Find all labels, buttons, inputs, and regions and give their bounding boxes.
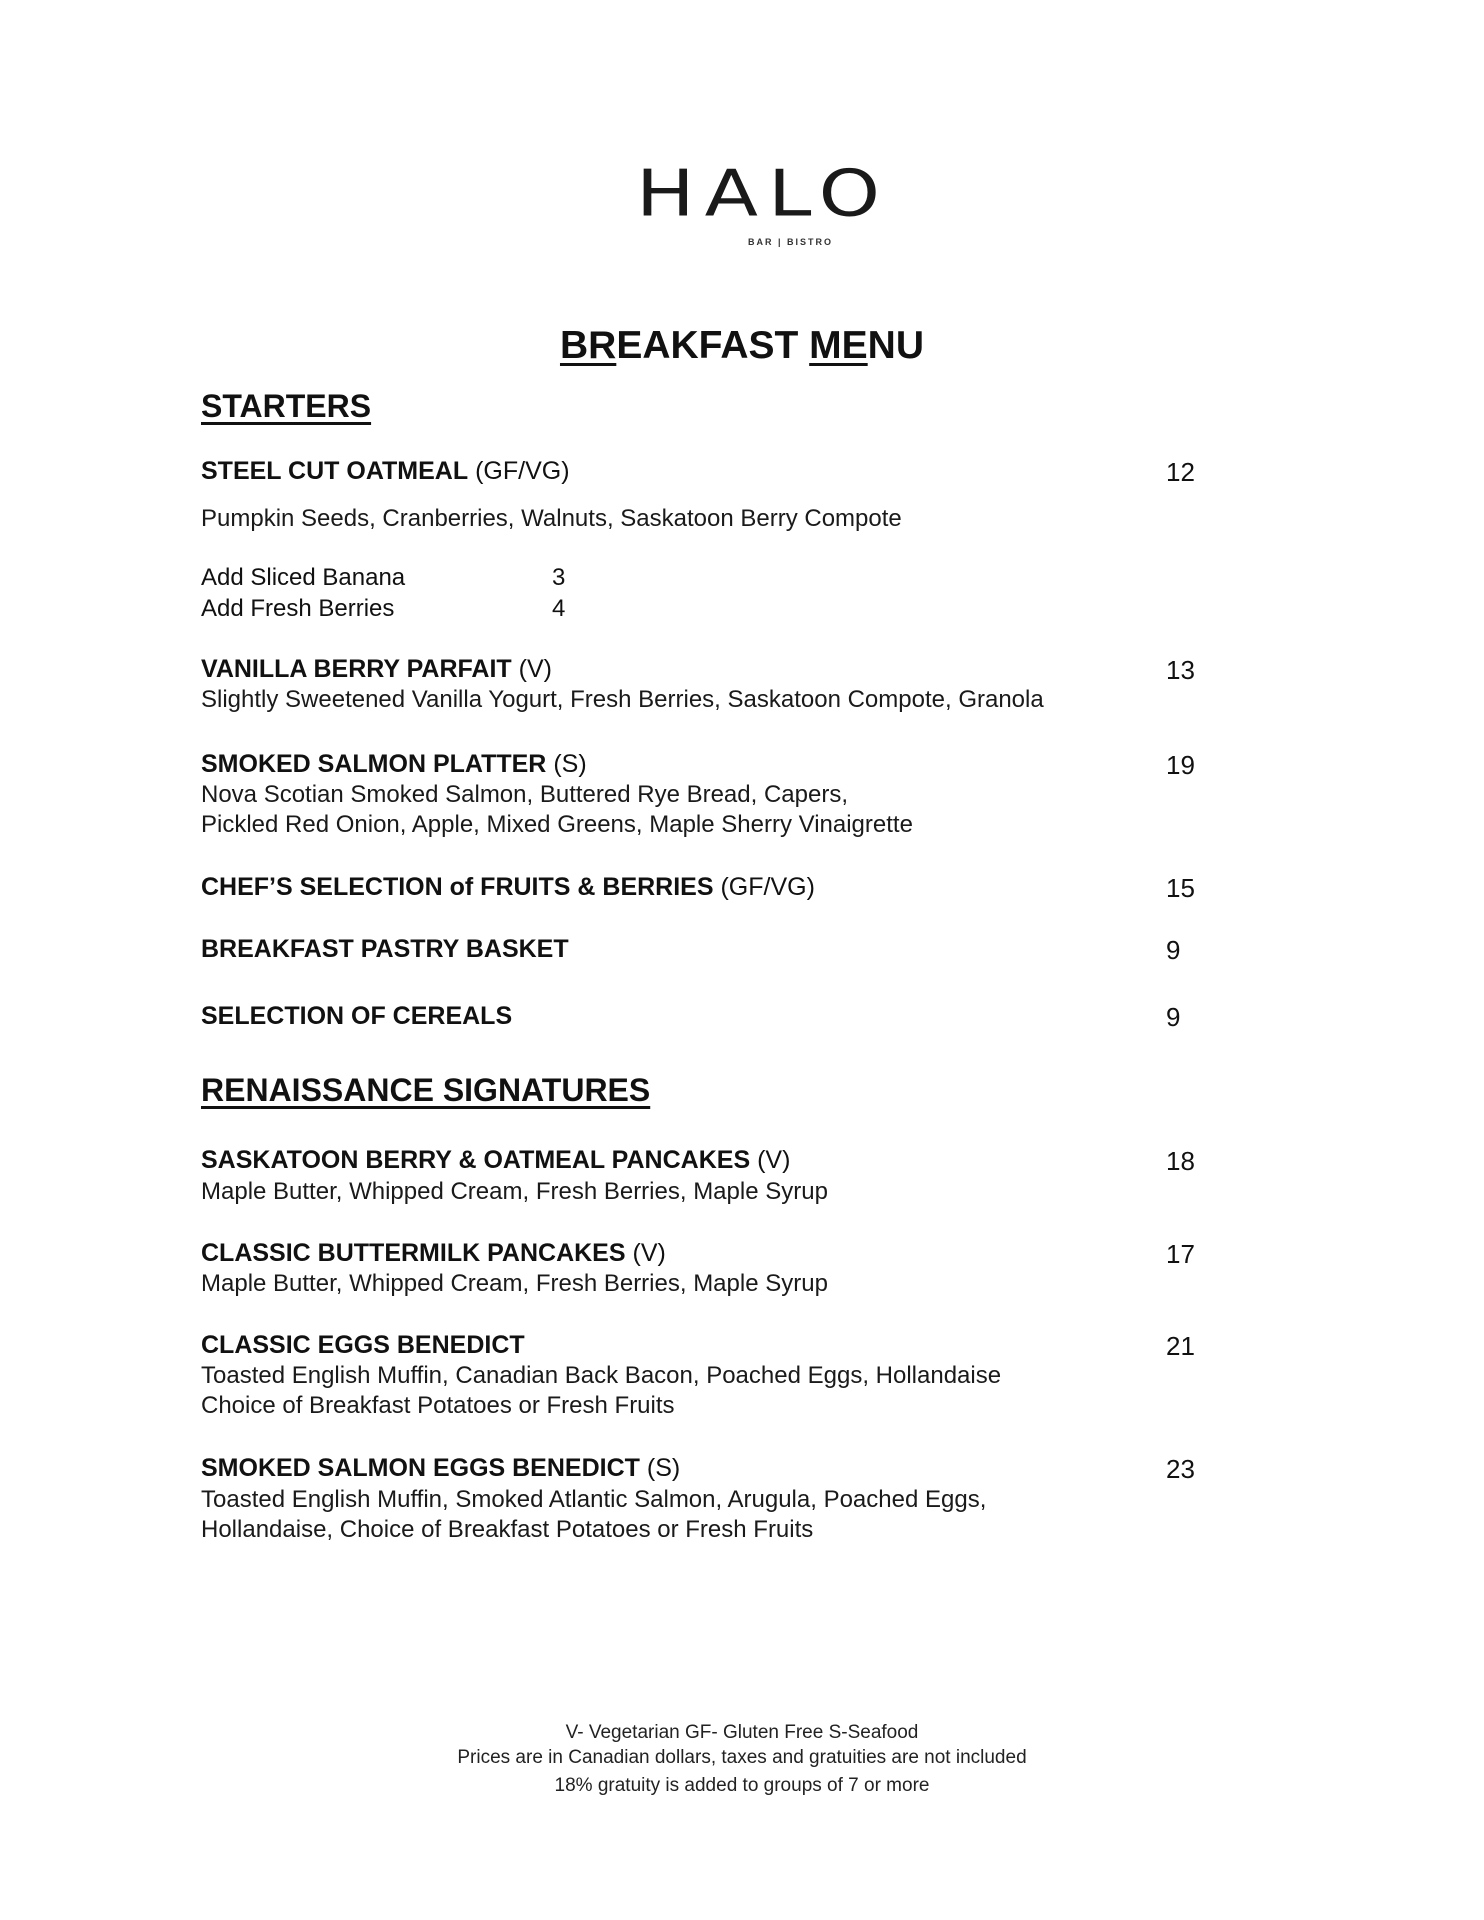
menu-item-price: 15 xyxy=(1166,873,1195,903)
menu-item-price: 21 xyxy=(1166,1331,1195,1361)
menu-item-name: SMOKED SALMON EGGS BENEDICT (S) xyxy=(201,1454,681,1482)
menu-item-price: 17 xyxy=(1166,1239,1195,1269)
footer-gratuity-note: 18% gratuity is added to groups of 7 or more xyxy=(554,1775,930,1796)
menu-item-name: SASKATOON BERRY & OATMEAL PANCAKES (V) xyxy=(201,1146,791,1174)
menu-item-name: STEEL CUT OATMEAL (GF/VG) xyxy=(201,457,570,485)
title-part: NU xyxy=(867,324,925,367)
menu-item-description: Slightly Sweetened Vanilla Yogurt, Fresh Berries, Saskatoon Compote, Granola xyxy=(201,686,1044,713)
menu-item-description: Toasted English Muffin, Smoked Atlantic Salmon, Arugula, Poached Eggs, xyxy=(201,1486,987,1513)
title-part: ME xyxy=(809,324,868,367)
brand-logo: HALO xyxy=(636,157,891,231)
menu-item-price: 19 xyxy=(1166,750,1195,780)
title-part: EAKFAST xyxy=(616,324,810,367)
menu-item-description: Pickled Red Onion, Apple, Mixed Greens, Maple Sherry Vinaigrette xyxy=(201,811,913,838)
menu-item-description: Hollandaise, Choice of Breakfast Potatoes or Fresh Fruits xyxy=(201,1516,814,1543)
menu-item-description: Maple Butter, Whipped Cream, Fresh Berries, Maple Syrup xyxy=(201,1270,828,1297)
page-title xyxy=(0,326,1484,365)
menu-item-name: CLASSIC BUTTERMILK PANCAKES (V) xyxy=(201,1239,666,1267)
menu-item-price: 9 xyxy=(1166,1002,1181,1032)
menu-item-name: BREAKFAST PASTRY BASKET xyxy=(201,935,569,963)
menu-item-name: VANILLA BERRY PARFAIT (V) xyxy=(201,655,552,683)
menu-item-name: SMOKED SALMON PLATTER (S) xyxy=(201,750,587,778)
section-heading-starters: STARTERS xyxy=(201,388,372,424)
menu-item-price: 9 xyxy=(1166,935,1181,965)
brand-tagline: BAR | BISTRO xyxy=(748,237,834,247)
addon-price: 4 xyxy=(552,595,566,622)
menu-item-name: CLASSIC EGGS BENEDICT xyxy=(201,1331,525,1359)
footer-prices-note: Prices are in Canadian dollars, taxes and gratuities are not included xyxy=(457,1747,1027,1768)
menu-item-description: Toasted English Muffin, Canadian Back Bacon, Poached Eggs, Hollandaise xyxy=(201,1362,1002,1389)
addon-price: 3 xyxy=(552,564,566,591)
menu-item-description: Pumpkin Seeds, Cranberries, Walnuts, Saskatoon Berry Compote xyxy=(201,505,902,532)
menu-item-price: 23 xyxy=(1166,1454,1195,1484)
menu-item-name: CHEF’S SELECTION of FRUITS & BERRIES (GF/VG) xyxy=(201,873,815,901)
menu-item-description: Maple Butter, Whipped Cream, Fresh Berries, Maple Syrup xyxy=(201,1178,828,1205)
menu-item-description: Choice of Breakfast Potatoes or Fresh Fruits xyxy=(201,1392,675,1419)
menu-item-name: SELECTION OF CEREALS xyxy=(201,1002,513,1030)
title-part: BR xyxy=(559,324,617,367)
menu-item-price: 18 xyxy=(1166,1146,1195,1176)
footer-legend: V- Vegetarian GF- Gluten Free S-Seafood xyxy=(565,1722,919,1743)
section-heading-signatures: RENAISSANCE SIGNATURES xyxy=(201,1072,651,1108)
menu-item-price: 13 xyxy=(1166,655,1195,685)
menu-item-price: 12 xyxy=(1166,457,1195,487)
addon-label: Add Sliced Banana xyxy=(201,564,406,591)
menu-item-description: Nova Scotian Smoked Salmon, Buttered Rye Bread, Capers, xyxy=(201,781,848,808)
addon-label: Add Fresh Berries xyxy=(201,595,395,622)
